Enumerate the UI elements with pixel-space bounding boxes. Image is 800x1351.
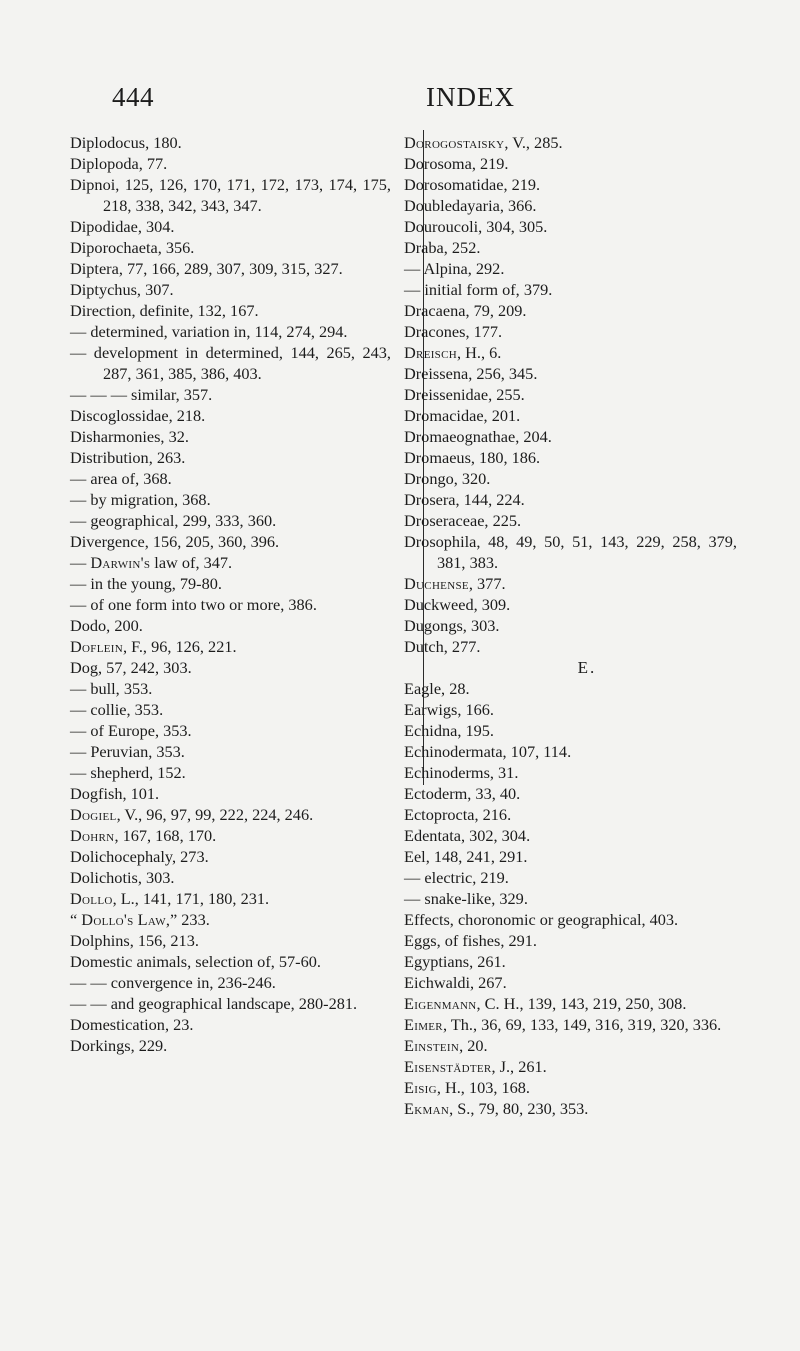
index-entry: Douroucoli, 304, 305.: [404, 217, 548, 236]
index-entry: — by migration, 368.: [70, 490, 211, 509]
page-title: INDEX: [426, 82, 515, 112]
index-entry: — collie, 353.: [70, 700, 164, 719]
index-entry: Divergence, 156, 205, 360, 396.: [70, 532, 280, 551]
index-entry: — snake-like, 329.: [404, 889, 528, 908]
index-entry: Egyptians, 261.: [404, 952, 506, 971]
index-entry: — — and geographical landscape, 280-281.: [70, 994, 358, 1013]
index-entry: Diporochaeta, 356.: [70, 238, 195, 257]
index-entry: Dodo, 200.: [70, 616, 143, 635]
index-entry: Dromacidae, 201.: [404, 406, 521, 425]
index-entry: Dipodidae, 304.: [70, 217, 175, 236]
index-entry: — shepherd, 152.: [70, 763, 186, 782]
index-entry: Diptera, 77, 166, 289, 307, 309, 315, 327.: [70, 259, 343, 278]
index-entry: — of one form into two or more, 386.: [70, 595, 317, 614]
index-entry: Eggs, of fishes, 291.: [404, 931, 537, 950]
index-entry: Dreisch, H., 6.: [404, 343, 502, 362]
index-entry: Edentata, 302, 304.: [404, 826, 531, 845]
index-entry: Dipnoi, 125, 126, 170, 171, 172, 173, 174, 175, 218, 338, 342, 343, 347.: [70, 175, 391, 215]
index-entry: Dolphins, 156, 213.: [70, 931, 199, 950]
index-entry: Droseraceae, 225.: [404, 511, 522, 530]
index-entry: Eisig, H., 103, 168.: [404, 1078, 531, 1097]
index-entry: — bull, 353.: [70, 679, 153, 698]
index-entry: Eisenstädter, J., 261.: [404, 1057, 547, 1076]
index-entry: Dromaeus, 180, 186.: [404, 448, 541, 467]
index-entry: — initial form of, 379.: [404, 280, 553, 299]
index-entry: Dutch, 277.: [404, 637, 481, 656]
index-entry: Disharmonies, 32.: [70, 427, 189, 446]
index-entry: Eigenmann, C. H., 139, 143, 219, 250, 308.: [404, 994, 687, 1013]
index-entry: Ekman, S., 79, 80, 230, 353.: [404, 1099, 589, 1118]
index-column-right: [404, 132, 737, 1119]
index-entry: — of Europe, 353.: [70, 721, 192, 740]
index-column-left: [70, 132, 391, 1056]
index-entry: Echinodermata, 107, 114.: [404, 742, 572, 761]
index-entry: — Darwin's law of, 347.: [70, 553, 233, 572]
index-entry: Diplopoda, 77.: [70, 154, 168, 173]
index-entry: — electric, 219.: [404, 868, 509, 887]
index-entry: Distribution, 263.: [70, 448, 186, 467]
index-entry: — area of, 368.: [70, 469, 172, 488]
index-entry: Dugongs, 303.: [404, 616, 500, 635]
index-entry: Drosophila, 48, 49, 50, 51, 143, 229, 258, 379, 381, 383.: [404, 532, 737, 572]
index-entry: Eel, 148, 241, 291.: [404, 847, 528, 866]
index-entry: Eichwaldi, 267.: [404, 973, 507, 992]
index-entry: — — convergence in, 236-246.: [70, 973, 276, 992]
index-entry: — Peruvian, 353.: [70, 742, 185, 761]
index-entry: Dog, 57, 242, 303.: [70, 658, 192, 677]
index-entry: — determined, variation in, 114, 274, 294.: [70, 322, 348, 341]
page-number: 444: [112, 82, 154, 112]
index-entry: Effects, choronomic or geographical, 403.: [404, 910, 679, 929]
index-entry: — Alpina, 292.: [404, 259, 505, 278]
index-entry: Dracones, 177.: [404, 322, 503, 341]
section-heading: E.: [577, 658, 597, 677]
index-entry: “ Dollo's Law,” 233.: [70, 910, 210, 929]
index-entry: Domestication, 23.: [70, 1015, 194, 1034]
index-entry: — development in determined, 144, 265, 243, 287, 361, 385, 386, 403.: [70, 343, 391, 383]
index-entry: Discoglossidae, 218.: [70, 406, 206, 425]
index-entry: Dromaeognathae, 204.: [404, 427, 552, 446]
index-entry: Ectoprocta, 216.: [404, 805, 512, 824]
index-entry: Doflein, F., 96, 126, 221.: [70, 637, 237, 656]
index-entry: Eagle, 28.: [404, 679, 470, 698]
index-entry: — in the young, 79-80.: [70, 574, 222, 593]
index-entry: Duckweed, 309.: [404, 595, 511, 614]
index-entry: Dorosomatidae, 219.: [404, 175, 541, 194]
index-entry: Drosera, 144, 224.: [404, 490, 525, 509]
index-entry: Eimer, Th., 36, 69, 133, 149, 316, 319, 320, 336.: [404, 1015, 722, 1034]
index-entry: Drongo, 320.: [404, 469, 491, 488]
index-entry: Dohrn, 167, 168, 170.: [70, 826, 217, 845]
index-entry: Dogfish, 101.: [70, 784, 160, 803]
index-entry: Domestic animals, selection of, 57-60.: [70, 952, 321, 971]
index-entry: — — — similar, 357.: [70, 385, 213, 404]
index-entry: Diptychus, 307.: [70, 280, 174, 299]
index-entry: Dolichotis, 303.: [70, 868, 175, 887]
index-entry: Dorosoma, 219.: [404, 154, 509, 173]
index-entry: Direction, definite, 132, 167.: [70, 301, 259, 320]
index-entry: Echidna, 195.: [404, 721, 494, 740]
index-entry: Ectoderm, 33, 40.: [404, 784, 521, 803]
index-entry: Einstein, 20.: [404, 1036, 488, 1055]
index-entry: Draba, 252.: [404, 238, 481, 257]
index-entry: — geographical, 299, 333, 360.: [70, 511, 277, 530]
index-entry: Echinoderms, 31.: [404, 763, 519, 782]
index-entry: Doubledayaria, 366.: [404, 196, 537, 215]
index-entry: Dracaena, 79, 209.: [404, 301, 527, 320]
index-entry: Dollo, L., 141, 171, 180, 231.: [70, 889, 270, 908]
index-entry: Diplodocus, 180.: [70, 133, 182, 152]
index-entry: Earwigs, 166.: [404, 700, 494, 719]
index-entry: Dorkings, 229.: [70, 1036, 168, 1055]
index-entry: Dreissena, 256, 345.: [404, 364, 538, 383]
index-entry: Dogiel, V., 96, 97, 99, 222, 224, 246.: [70, 805, 314, 824]
index-entry: Dreissenidae, 255.: [404, 385, 525, 404]
index-entry: Dorogostaisky, V., 285.: [404, 133, 563, 152]
index-entry: Dolichocephaly, 273.: [70, 847, 209, 866]
index-entry: Duchense, 377.: [404, 574, 506, 593]
